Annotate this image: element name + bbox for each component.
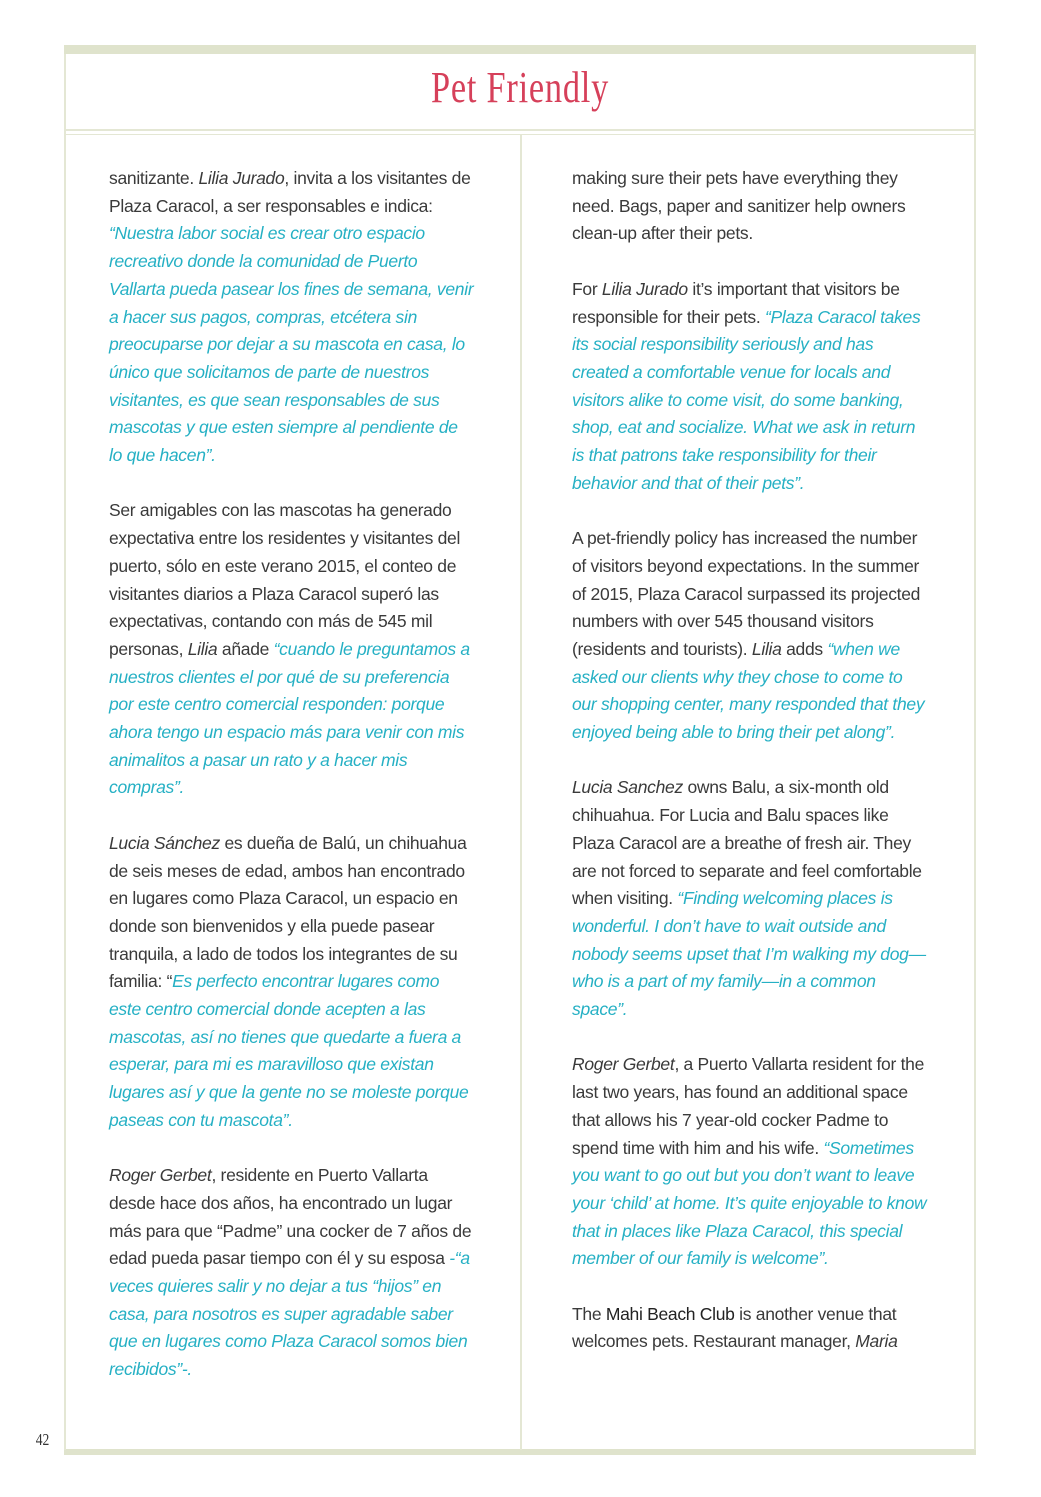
quote: “Sometimes you want to go out but you don’t want to leave your ‘child’ at home. It’s quite enjoyable to know that in places like Plaza Caracol, this special member of our family is welcome”.	[572, 1137, 927, 1269]
paragraph: A pet-friendly policy has increased the number of visitors beyond expectations. In the summer of 2015, Plaza Caracol surpassed its projected numbers with over 545 thousand visitors (residents and tourists). Lilia adds “when we asked our clients why they chose to come to our shopping center, many responded that they enjoyed being able to bring their pet along”.	[572, 528, 925, 743]
paragraph: making sure their pets have everything they need. Bags, paper and sanitizer help owners clean-up after their pets.	[572, 168, 906, 244]
left-border-line	[64, 54, 66, 1450]
person-name: Lilia	[187, 638, 218, 659]
person-name: Lucia Sanchez	[572, 777, 683, 798]
paragraph: Roger Gerbet, a Puerto Vallarta resident for the last two years, has found an additional space that allows his 7 year-old cocker Padme to spend time with him and his wife. “Sometimes you want to go out but you don’t want to leave your ‘child’ at home. It’s quite enjoyable to know that in places like Plaza Caracol, this special member of our family is welcome”.	[572, 1054, 927, 1269]
person-name: Lilia Jurado	[601, 278, 688, 299]
right-border-line	[974, 54, 976, 1450]
page-title: Pet Friendly	[430, 63, 610, 112]
left-column	[109, 165, 475, 1412]
quote: “when we asked our clients why they chose to come to our shopping center, many responded that they enjoyed being able to bring their pet along”.	[572, 638, 925, 743]
person-name: Lilia	[751, 638, 782, 659]
person-name: Roger Gerbet	[572, 1054, 675, 1075]
person-name: Lilia Jurado	[198, 168, 285, 188]
paragraph: Lucia Sanchez owns Balu, a six-month old chihuahua. For Lucia and Balu spaces like Plaza Caracol are a breathe of fresh air. They are not forced to separate and feel comfortable when visiting. “Finding welcoming places is wonderful. I don’t have to wait outside and nobody seems upset that I’m walking my dog—who is a part of my family—in a common space”.	[572, 777, 926, 1020]
paragraph: Ser amigables con las mascotas ha generado expectativa entre los residentes y visitantes del puerto, sólo en este verano 2015, el conteo de visitantes diarios a Plaza Caracol superó las expectativas, contando con más de 545 mil personas, Lilia añade “cuando le preguntamos a nuestros clientes el por qué de su preferencia por este centro comercial responden: porque ahora tengo un espacio más para venir con mis animalitos a pasar un rato y a hacer mis compras”.	[109, 500, 470, 798]
person-name: Roger Gerbet	[109, 1165, 212, 1186]
quote: “Finding welcoming places is wonderful. I don’t have to wait outside and nobody seems upset that I’m walking my dog—who is a part of my family—in a common space”.	[572, 888, 926, 1020]
quote: Es perfecto encontrar lugares como este centro comercial donde acepten a las mascotas, así no tienes que quedarte a fuera a esperar, para mi es maravilloso que existan lugares así y que la gente no se moleste porque paseas con tu mascota”.	[109, 971, 469, 1130]
title-divider	[64, 129, 976, 131]
column-divider	[520, 135, 522, 1450]
paragraph: For Lilia Jurado it’s important that visitors be responsible for their pets. “Plaza Caracol takes its social responsibility seriously and has created a comfortable venue for locals and visitors alike to come visit, do some banking, shop, eat and socialize. What we ask in return is that patrons take responsibility for their behavior and that of their pets”.	[572, 278, 921, 493]
person-name: Lucia Sánchez	[109, 832, 220, 853]
page-number: 42	[35, 1430, 50, 1449]
quote: “Plaza Caracol takes its social responsibility seriously and has created a comfortable venue for locals and visitors alike to come visit, do some banking, shop, eat and socialize. What we ask in return is that patrons take responsibility for their behavior and that of their pets”.	[572, 306, 921, 493]
quote: “cuando le preguntamos a nuestros clientes el por qué de su preferencia por este centro comercial responden: porque ahora tengo un espacio más para venir con mis animalitos a pasar un rato y a hacer mis compras”.	[109, 638, 470, 798]
right-column	[572, 165, 928, 1384]
paragraph: sanitizante. Lilia Jurado, invita a los visitantes de Plaza Caracol, a ser responsables e indica: “Nuestra labor social es crear otro espacio recreativo donde la comunidad de Puerto Vallarta pueda pasear los fines de semana, venir a hacer sus pagos, compras, etcétera sin preocuparse por dejar a su mascota en casa, lo único que solicitamos de parte de nuestros visitantes, es que sean responsables de sus mascotas y que esten siempre al pendiente de lo que hacen”.	[109, 168, 474, 466]
paragraph: Roger Gerbet, residente en Puerto Vallarta desde hace dos años, ha encontrado un lugar más para que “Padme” una cocker de 7 años de edad pueda pasar tiempo con él y su esposa -“a veces quieres salir y no dejar a tus “hijos” en casa, para nosotros es super agradable saber que en lugares como Plaza Caracol somos bien recibidos”-.	[109, 1165, 472, 1380]
paragraph: The Mahi Beach Club is another venue that welcomes pets. Restaurant manager, Maria	[572, 1303, 898, 1352]
quote: “Nuestra labor social es crear otro espacio recreativo donde la comunidad de Puerto Vallarta pueda pasear los fines de semana, venir a hacer sus pagos, compras, etcétera sin preocuparse por dejar a su mascota en casa, lo único que solicitamos de parte de nuestros visitantes, es que sean responsables de sus mascotas y que esten siempre al pendiente de lo que hacen”.	[109, 223, 474, 466]
venue-name: Mahi Beach Club	[605, 1303, 735, 1324]
quote: -“a veces quieres salir y no dejar a tus “hijos” en casa, para nosotros es super agradable saber que en lugares como Plaza Caracol somos bien recibidos”-.	[109, 1248, 470, 1380]
top-border-bar	[64, 45, 976, 54]
paragraph: Lucia Sánchez es dueña de Balú, un chihuahua de seis meses de edad, ambos han encontrado en lugares como Plaza Caracol, un espacio en donde son bienvenidos y ella puede pasear tranquila, a lado de todos los integrantes de su familia: “Es perfecto encontrar lugares como este centro comercial donde acepten a las mascotas, así no tienes que quedarte a fuera a esperar, para mi es maravilloso que existan lugares así y que la gente no se moleste porque paseas con tu mascota”.	[109, 832, 469, 1130]
person-name: Maria	[855, 1331, 898, 1352]
